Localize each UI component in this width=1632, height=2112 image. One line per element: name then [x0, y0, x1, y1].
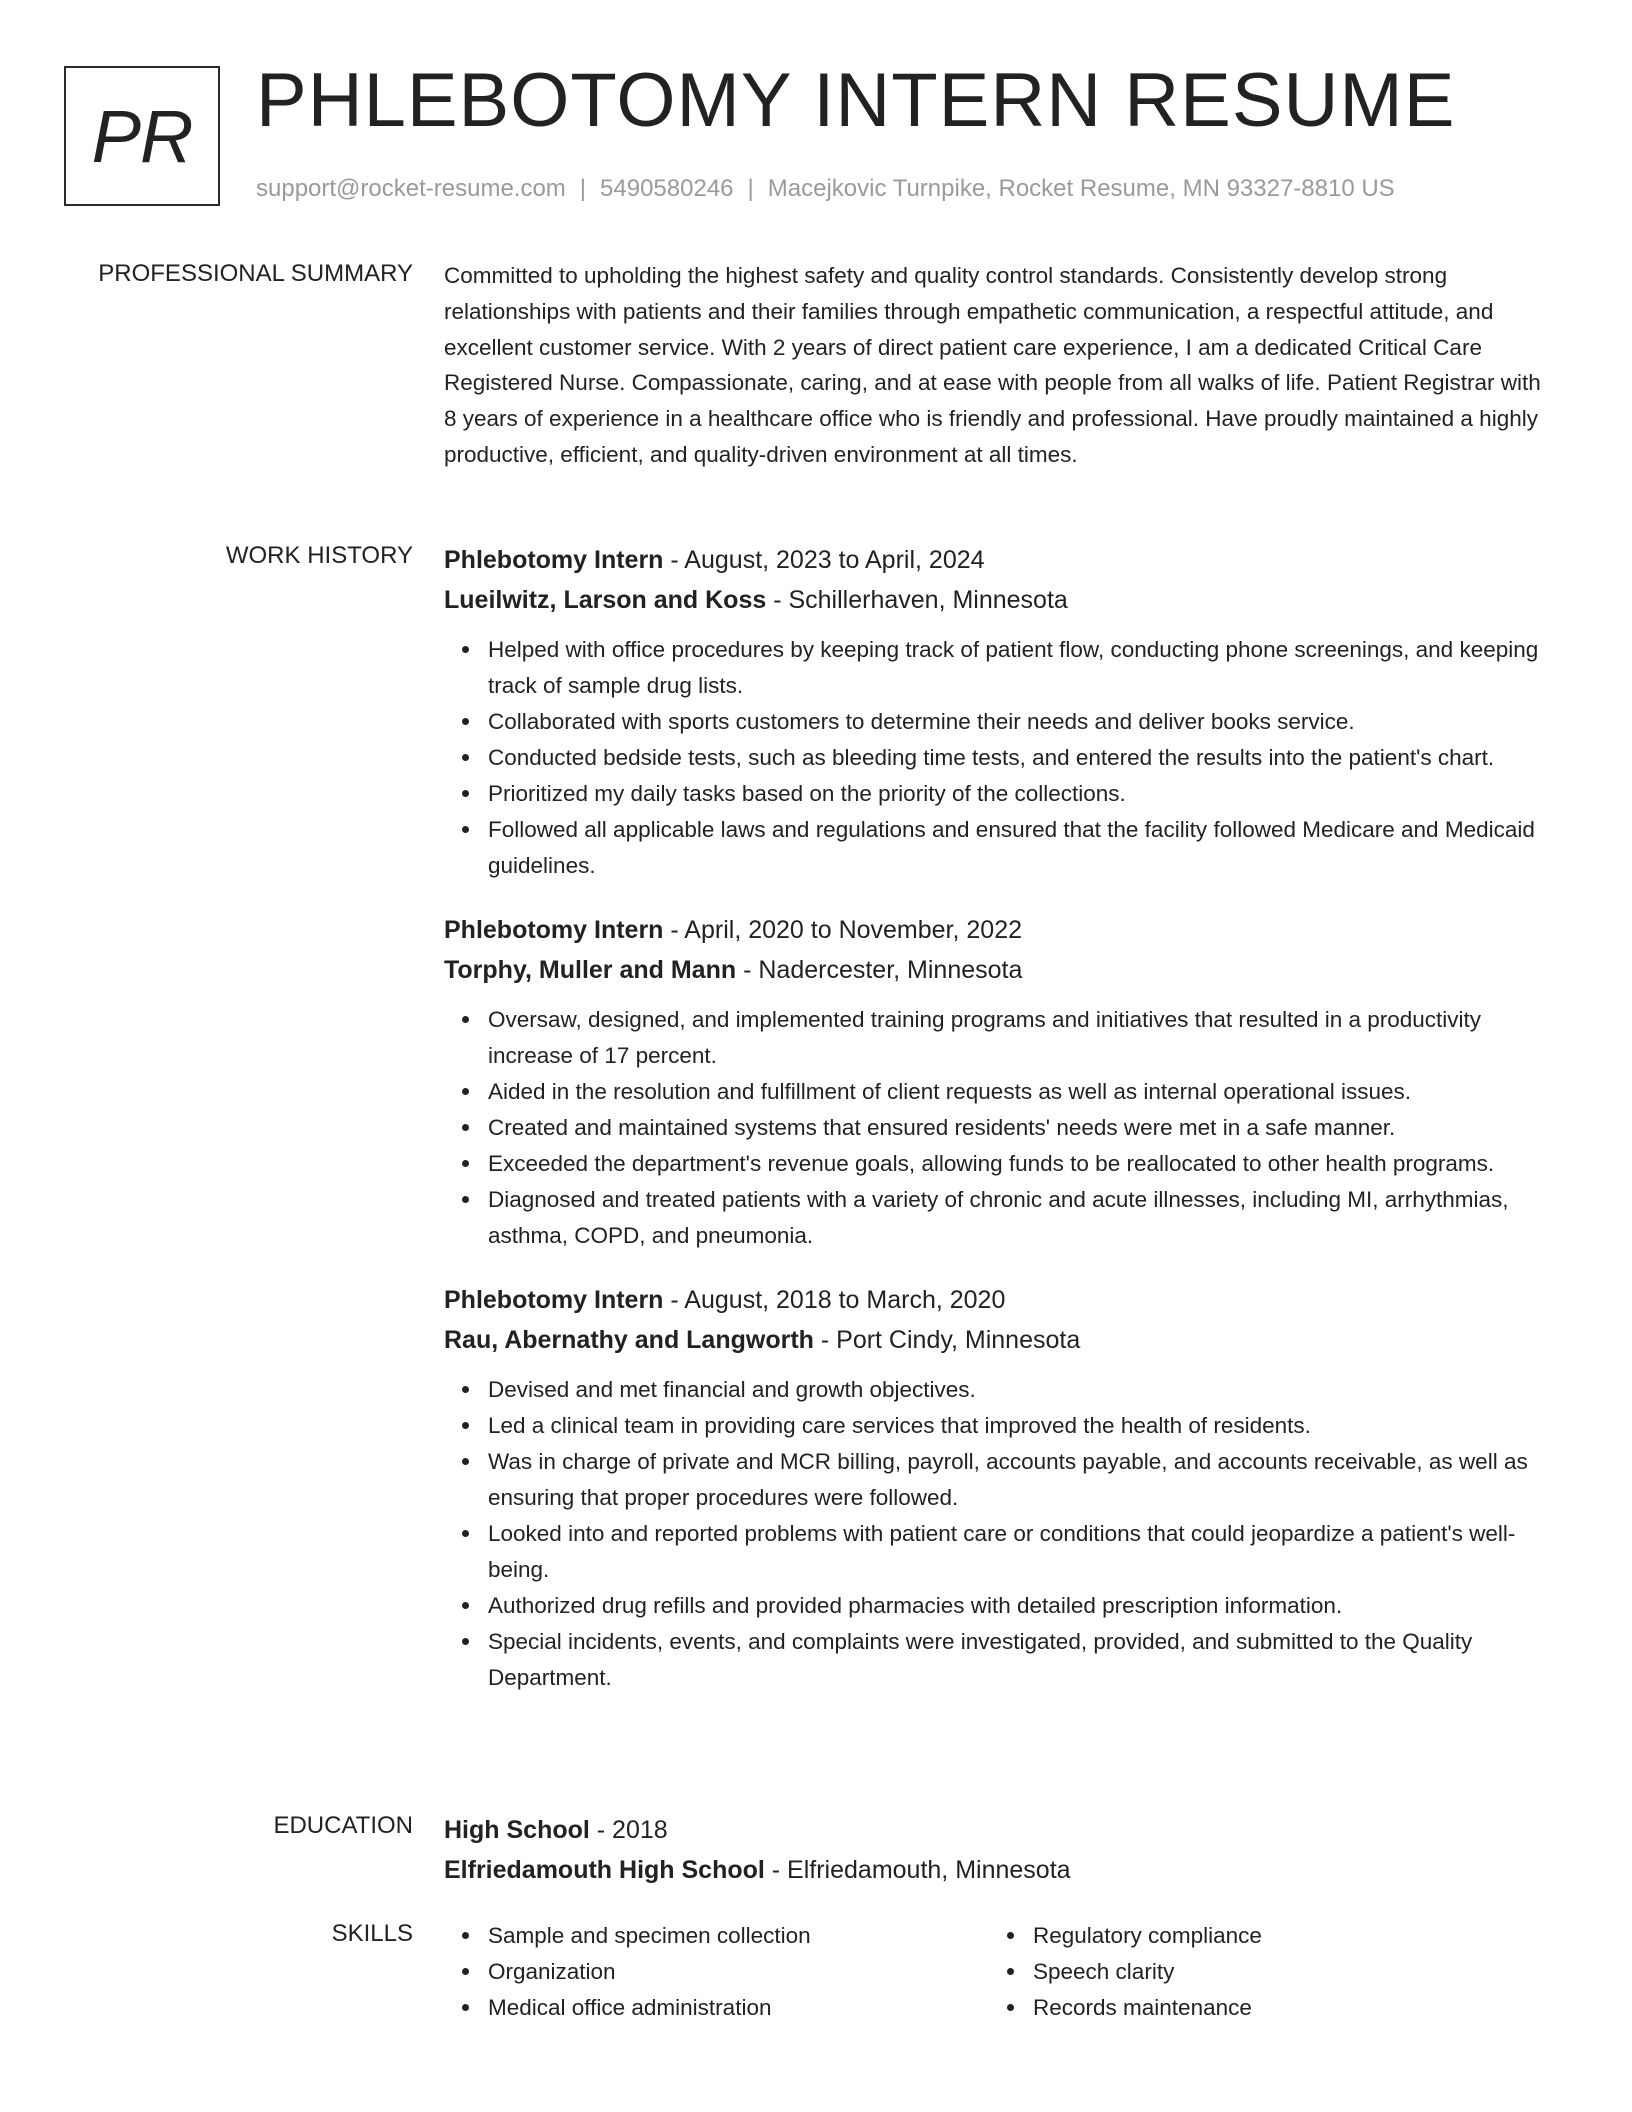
job-bullet: Was in charge of private and MCR billing, payroll, accounts payable, and accounts receivable, as well as ensuring that proper procedures were followed. [488, 1444, 1556, 1516]
monogram-box [64, 66, 220, 206]
job-location: - Schillerhaven, Minnesota [766, 586, 1068, 614]
contact-address: Macejkovic Turnpike, Rocket Resume, MN 93327-8810 US [767, 175, 1395, 202]
job-title: Phlebotomy Intern [444, 1286, 664, 1314]
job-bullet-list [444, 1372, 1556, 1696]
contact-email[interactable]: support@rocket-resume.com [256, 175, 566, 202]
job-location: - Nadercester, Minnesota [736, 956, 1023, 984]
section-heading-work-history: WORK HISTORY [225, 542, 413, 569]
job-title-line [444, 1280, 1556, 1320]
job-bullet: Aided in the resolution and fulfillment of client requests as well as internal operational issues. [488, 1074, 1556, 1110]
job-bullet: Devised and met financial and growth objectives. [488, 1372, 1556, 1408]
education-location: - Elfriedamouth, Minnesota [764, 1856, 1071, 1884]
job-bullet: Followed all applicable laws and regulations and ensured that the facility followed Medicare and Medicaid guidelines. [488, 812, 1556, 884]
job-company-line [444, 950, 1556, 990]
job-bullet: Helped with office procedures by keeping track of patient flow, conducting phone screenings, and keeping track of sample drug lists. [488, 632, 1556, 704]
education-degree: High School [444, 1816, 590, 1844]
skill-item: Organization [488, 1954, 989, 1990]
job-bullet-list [444, 1002, 1556, 1254]
skill-item: Speech clarity [1033, 1954, 1534, 1990]
contact-phone[interactable]: 5490580246 [600, 175, 734, 202]
job-bullet: Diagnosed and treated patients with a variety of chronic and acute illnesses, including MI, arrhythmias, asthma, COPD, and pneumonia. [488, 1182, 1556, 1254]
job-bullet: Authorized drug refills and provided pharmacies with detailed prescription information. [488, 1588, 1556, 1624]
job-company-line [444, 580, 1556, 620]
contact-line [256, 172, 1395, 206]
job-company: Rau, Abernathy and Langworth [444, 1326, 814, 1354]
skills-grid [444, 1918, 1556, 2026]
resume-title: PHLEBOTOMY INTERN RESUME [256, 58, 1456, 143]
job-bullet-list [444, 632, 1556, 884]
contact-separator: | [579, 175, 587, 202]
contact-separator: | [747, 175, 754, 202]
skills-list-left [444, 1918, 989, 2026]
skill-item: Sample and specimen collection [488, 1918, 989, 1954]
skill-item: Medical office administration [488, 1990, 989, 2026]
job-entry [444, 1280, 1556, 1696]
summary-text: Committed to upholding the highest safety and quality control standards. Consistently develop strong relationships with patients and their families through empathetic communication, a respectful attitude, and excellent customer service. With 2 years of direct patient care experience, I am a dedicated Critical Care Registered Nurse. Compassionate, caring, and at ease with people from all walks of life. Patient Registrar with 8 years of experience in a healthcare office who is friendly and professional. Have proudly maintained a highly productive, efficient, and quality-driven environment at all times. [444, 263, 1541, 467]
job-dates: - August, 2023 to April, 2024 [663, 546, 985, 574]
job-title-line [444, 540, 1556, 580]
skills-list-right [989, 1918, 1534, 2026]
job-bullet: Prioritized my daily tasks based on the priority of the collections. [488, 776, 1556, 812]
job-bullet: Conducted bedside tests, such as bleeding time tests, and entered the results into the patient's chart. [488, 740, 1556, 776]
education-year: - 2018 [589, 1816, 668, 1844]
section-heading-education: EDUCATION [273, 1812, 413, 1839]
section-heading-skills: SKILLS [331, 1920, 413, 1947]
job-title: Phlebotomy Intern [444, 546, 664, 574]
skill-item: Records maintenance [1033, 1990, 1534, 2026]
job-bullet: Oversaw, designed, and implemented training programs and initiatives that resulted in a productivity increase of 17 percent. [488, 1002, 1556, 1074]
job-entry [444, 540, 1556, 884]
job-company: Lueilwitz, Larson and Koss [444, 586, 767, 614]
job-bullet: Looked into and reported problems with patient care or conditions that could jeopardize a patient's well-being. [488, 1516, 1556, 1588]
education-school-line [444, 1850, 1556, 1890]
job-company-line [444, 1320, 1556, 1360]
skill-item: Regulatory compliance [1033, 1918, 1534, 1954]
job-entry [444, 910, 1556, 1254]
job-company: Torphy, Muller and Mann [444, 956, 737, 984]
job-title-line [444, 910, 1556, 950]
monogram-initials: PR [91, 94, 193, 178]
job-bullet: Exceeded the department's revenue goals, allowing funds to be reallocated to other health programs. [488, 1146, 1556, 1182]
job-bullet: Created and maintained systems that ensured residents' needs were met in a safe manner. [488, 1110, 1556, 1146]
education-degree-line [444, 1810, 1556, 1850]
job-bullet: Led a clinical team in providing care services that improved the health of residents. [488, 1408, 1556, 1444]
section-heading-summary: PROFESSIONAL SUMMARY [98, 260, 413, 287]
job-location: - Port Cindy, Minnesota [813, 1326, 1081, 1354]
education-school: Elfriedamouth High School [444, 1856, 765, 1884]
job-bullet: Collaborated with sports customers to determine their needs and deliver books service. [488, 704, 1556, 740]
job-bullet: Special incidents, events, and complaints were investigated, provided, and submitted to the Quality Department. [488, 1624, 1556, 1696]
job-title: Phlebotomy Intern [444, 916, 664, 944]
job-dates: - August, 2018 to March, 2020 [663, 1286, 1006, 1314]
job-dates: - April, 2020 to November, 2022 [663, 916, 1023, 944]
